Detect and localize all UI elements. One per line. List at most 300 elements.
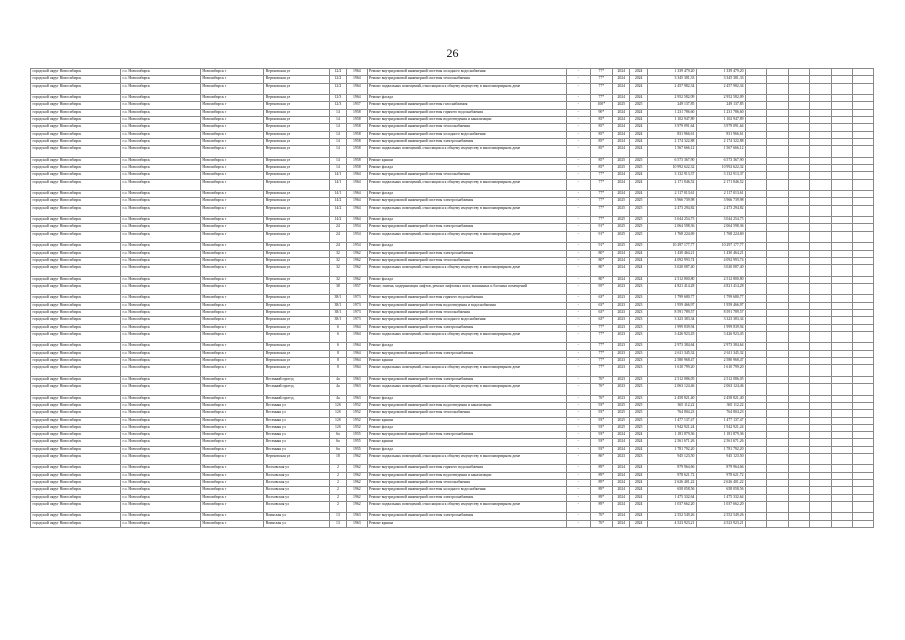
table-row: [31, 343, 874, 350]
table-cell: 2 512 800,80: [696, 276, 745, 283]
table-cell: Новосибирск г: [200, 501, 263, 513]
empty-cell: [767, 295, 788, 302]
table-cell: 86*: [590, 453, 613, 465]
table-cell: 3 345 381,33: [696, 76, 745, 83]
table-cell: 2024: [613, 276, 630, 283]
table-cell: 1 610 799,20: [647, 365, 696, 377]
empty-cell: [853, 343, 874, 350]
table-cell: 1958: [347, 109, 367, 116]
table-cell: г.о. Новосибирск: [121, 116, 201, 123]
empty-cell: [810, 331, 831, 343]
table-cell: 85*: [590, 131, 613, 138]
empty-cell: [788, 231, 809, 243]
table-cell: 2023: [613, 453, 630, 465]
table-cell: Новосибирск г: [200, 283, 263, 295]
table-cell: 2 458 821,40: [696, 395, 745, 402]
empty-cell: [810, 324, 831, 331]
table-cell: 2023: [630, 310, 647, 317]
table-row: [31, 172, 874, 179]
table-cell: Новосибирск г: [200, 417, 263, 424]
table-cell: 1 181 879,36: [647, 432, 696, 439]
table-cell: Вертковская ул: [264, 250, 329, 257]
table-cell: г.о. Новосибирск: [121, 376, 201, 383]
empty-cell: [853, 395, 874, 402]
table-cell: 3 966 739,98: [647, 198, 696, 205]
empty-cell: [831, 102, 852, 109]
table-cell: 1962: [347, 265, 367, 277]
empty-cell: [746, 494, 767, 501]
empty-cell: [831, 250, 852, 257]
table-cell: Вертковская ул: [264, 116, 329, 123]
empty-cell: [746, 95, 767, 102]
table-cell: городской округ Новосибирск: [31, 480, 121, 487]
empty-cell: [746, 231, 767, 243]
table-cell: 2024: [630, 95, 647, 102]
empty-cell: [788, 302, 809, 309]
table-cell: 63*: [590, 317, 613, 324]
table-cell: 1952: [347, 402, 367, 409]
table-cell: Ремонт внутридомовой инженерной системы электроснабжения: [367, 324, 566, 331]
table-row: [31, 310, 874, 317]
empty-cell: [767, 465, 788, 472]
empty-cell: [767, 172, 788, 179]
table-cell: Ремонт подвальных помещений, относящихся к общему имуществу в многоквартирном доме: [367, 231, 566, 243]
table-cell: 658 058,56: [696, 487, 745, 494]
empty-cell: [788, 395, 809, 402]
table-cell: Ремонт подвальных помещений, относящихся к общему имуществу в многоквартирном доме: [367, 179, 566, 191]
table-cell: 89*: [590, 487, 613, 494]
table-cell: 8: [329, 358, 346, 365]
table-cell: Новосибирск г: [200, 224, 263, 231]
empty-cell: [746, 172, 767, 179]
empty-cell: [853, 191, 874, 198]
table-cell: 80*: [590, 265, 613, 277]
table-cell: 1 768 224,69: [696, 231, 745, 243]
table-cell: Новосибирск г: [200, 157, 263, 164]
empty-cell: [831, 480, 852, 487]
empty-cell: [767, 424, 788, 431]
table-cell: Воинская ул: [264, 513, 329, 520]
empty-cell: [831, 138, 852, 145]
table-cell: 77*: [590, 350, 613, 357]
table-cell: 63*: [590, 302, 613, 309]
empty-cell: [788, 453, 809, 465]
table-cell: 1 231 786,60: [696, 109, 745, 116]
empty-cell: [746, 501, 767, 513]
empty-cell: [810, 116, 831, 123]
empty-cell: [767, 83, 788, 95]
table-cell: 1958: [347, 124, 367, 131]
table-cell: Ремонт внутридомовой инженерной системы водоотведения и водоснабжения: [367, 302, 566, 309]
table-cell: 14/2: [329, 205, 346, 217]
empty-cell: [853, 231, 874, 243]
table-cell: Ремонт внутридомовой инженерной системы теплоснабжения: [367, 76, 566, 83]
empty-cell: [853, 164, 874, 171]
table-cell: Вертковская ул: [264, 205, 329, 217]
table-cell: 1958: [347, 131, 367, 138]
empty-cell: [788, 276, 809, 283]
table-cell: 2024: [613, 179, 630, 191]
table-cell: 89*: [590, 465, 613, 472]
table-cell: Новосибирск г: [200, 76, 263, 83]
table-row: [31, 157, 874, 164]
empty-cell: [831, 424, 852, 431]
table-cell: 1 799 680,77: [696, 295, 745, 302]
empty-cell: [831, 116, 852, 123]
table-cell: 2023: [613, 384, 630, 396]
empty-cell: [788, 480, 809, 487]
table-cell: 3 979 091,64: [647, 124, 696, 131]
table-cell: городской округ Новосибирск: [31, 83, 121, 95]
table-cell: -: [567, 265, 591, 277]
table-cell: 2 063 124,46: [696, 384, 745, 396]
table-cell: Вертковская ул: [264, 231, 329, 243]
table-cell: Ремонт подвальных помещений, относящихся к общему имуществу в многоквартирном доме: [367, 365, 566, 377]
table-cell: 978 621,72: [647, 472, 696, 479]
table-cell: 2 174 322,88: [647, 138, 696, 145]
capital-repair-table: [30, 68, 874, 528]
table-cell: городской округ Новосибирск: [31, 116, 121, 123]
table-cell: Новосибирск г: [200, 365, 263, 377]
table-cell: Ремонт внутридомовой инженерной системы теплоснабжения: [367, 172, 566, 179]
empty-cell: [810, 179, 831, 191]
table-cell: 2023: [630, 350, 647, 357]
empty-cell: [767, 224, 788, 231]
table-cell: 2 064 598,36: [696, 224, 745, 231]
empty-cell: [853, 276, 874, 283]
empty-cell: [831, 513, 852, 520]
empty-cell: [831, 124, 852, 131]
empty-cell: [788, 520, 809, 527]
table-cell: 6: [329, 324, 346, 331]
table-cell: 91*: [590, 224, 613, 231]
empty-cell: [853, 250, 874, 257]
table-cell: г.о. Новосибирск: [121, 487, 201, 494]
table-cell: 2 552 549,26: [647, 513, 696, 520]
table-cell: Ремонт фасада: [367, 217, 566, 224]
empty-cell: [853, 198, 874, 205]
table-cell: городской округ Новосибирск: [31, 472, 121, 479]
table-cell: г.о. Новосибирск: [121, 417, 201, 424]
empty-cell: [810, 276, 831, 283]
empty-cell: [788, 217, 809, 224]
table-cell: 1 768 224,69: [647, 231, 696, 243]
table-cell: г.о. Новосибирск: [121, 295, 201, 302]
table-cell: 2 973 384,64: [647, 343, 696, 350]
table-cell: 77*: [590, 179, 613, 191]
table-cell: 18: [329, 453, 346, 465]
table-cell: 77*: [590, 343, 613, 350]
table-row: [31, 257, 874, 264]
table-cell: городской округ Новосибирск: [31, 376, 121, 383]
table-row: [31, 317, 874, 324]
empty-cell: [788, 179, 809, 191]
empty-cell: [746, 295, 767, 302]
table-cell: Весенняя ул: [264, 417, 329, 424]
empty-cell: [810, 343, 831, 350]
table-row: [31, 83, 874, 95]
table-cell: 14/2: [329, 217, 346, 224]
table-cell: -: [567, 376, 591, 383]
empty-cell: [831, 376, 852, 383]
empty-cell: [788, 138, 809, 145]
empty-cell: [853, 480, 874, 487]
table-cell: 2025: [630, 102, 647, 109]
empty-cell: [831, 295, 852, 302]
table-cell: 1962: [347, 276, 367, 283]
table-cell: Ремонт внутридомовой инженерной системы водоотведения и канализации: [367, 116, 566, 123]
table-cell: 2024: [613, 472, 630, 479]
table-row: [31, 109, 874, 116]
table-cell: г.о. Новосибирск: [121, 395, 201, 402]
table-cell: городской округ Новосибирск: [31, 102, 121, 109]
table-row: [31, 501, 874, 513]
table-cell: 1 102 947,89: [696, 116, 745, 123]
table-cell: 2023: [630, 324, 647, 331]
table-cell: -: [567, 331, 591, 343]
table-cell: городской округ Новосибирск: [31, 384, 121, 396]
empty-cell: [767, 365, 788, 377]
table-cell: городской округ Новосибирск: [31, 95, 121, 102]
table-cell: Весенняя ул: [264, 410, 329, 417]
table-cell: -: [567, 217, 591, 224]
table-row: [31, 179, 874, 191]
table-cell: г.о. Новосибирск: [121, 494, 201, 501]
table-cell: Ремонт фасада: [367, 446, 566, 453]
empty-cell: [767, 179, 788, 191]
table-cell: г.о. Новосибирск: [121, 432, 201, 439]
table-cell: г.о. Новосибирск: [121, 446, 201, 453]
table-cell: 2024: [613, 138, 630, 145]
table-cell: Вертковская ул: [264, 283, 329, 295]
table-cell: Ремонт фасада: [367, 95, 566, 102]
table-cell: 831 966,61: [696, 131, 745, 138]
empty-cell: [767, 283, 788, 295]
table-cell: 2024: [630, 472, 647, 479]
table-cell: 2023: [613, 295, 630, 302]
table-cell: 12/2: [329, 69, 346, 76]
table-cell: 6а: [329, 432, 346, 439]
table-cell: городской округ Новосибирск: [31, 257, 121, 264]
table-cell: 93*: [590, 424, 613, 431]
table-row: [31, 69, 874, 76]
table-cell: -: [567, 116, 591, 123]
empty-cell: [788, 417, 809, 424]
table-cell: -: [567, 146, 591, 158]
empty-cell: [831, 446, 852, 453]
table-cell: Ремонт внутридомовой инженерной системы теплоснабжения: [367, 124, 566, 131]
table-cell: 76*: [590, 520, 613, 527]
empty-cell: [746, 302, 767, 309]
table-cell: -: [567, 513, 591, 520]
table-cell: 2024: [630, 76, 647, 83]
table-cell: -: [567, 164, 591, 171]
empty-cell: [853, 350, 874, 357]
table-cell: городской округ Новосибирск: [31, 310, 121, 317]
empty-cell: [853, 410, 874, 417]
table-cell: 1957: [347, 283, 367, 295]
table-cell: Вертковская ул: [264, 138, 329, 145]
table-cell: 2 457 982,34: [647, 83, 696, 95]
empty-cell: [767, 310, 788, 317]
table-cell: Ремонт внутридомовой инженерной системы теплоснабжения: [367, 310, 566, 317]
table-cell: 2024: [613, 95, 630, 102]
empty-cell: [810, 69, 831, 76]
empty-cell: [831, 257, 852, 264]
table-cell: 12/3: [329, 102, 346, 109]
table-cell: 8 591 789,57: [696, 310, 745, 317]
empty-cell: [746, 331, 767, 343]
table-cell: -: [567, 520, 591, 527]
table-cell: Вертковская ул: [264, 243, 329, 250]
empty-cell: [853, 310, 874, 317]
table-cell: -: [567, 95, 591, 102]
empty-cell: [767, 501, 788, 513]
table-cell: 77*: [590, 324, 613, 331]
table-cell: 12б: [329, 410, 346, 417]
empty-cell: [746, 439, 767, 446]
table-cell: 1 181 879,36: [696, 432, 745, 439]
table-cell: городской округ Новосибирск: [31, 324, 121, 331]
table-cell: Ремонт внутридомовой инженерной системы горячего водоснабжения: [367, 295, 566, 302]
table-cell: Вертковская ул: [264, 224, 329, 231]
table-cell: 1952: [347, 424, 367, 431]
empty-cell: [810, 224, 831, 231]
table-cell: Ремонт фасада: [367, 395, 566, 402]
table-cell: 2025: [613, 164, 630, 171]
table-cell: г.о. Новосибирск: [121, 172, 201, 179]
empty-cell: [746, 358, 767, 365]
table-cell: 2025: [630, 417, 647, 424]
table-cell: Вертковская ул: [264, 95, 329, 102]
table-cell: 1952: [347, 410, 367, 417]
table-cell: -: [567, 283, 591, 295]
table-cell: 38/1: [329, 310, 346, 317]
table-cell: г.о. Новосибирск: [121, 265, 201, 277]
empty-cell: [853, 217, 874, 224]
empty-cell: [831, 276, 852, 283]
table-cell: 2 580 968,47: [696, 358, 745, 365]
table-cell: 1962: [347, 250, 367, 257]
table-cell: Новосибирск г: [200, 432, 263, 439]
empty-cell: [746, 520, 767, 527]
table-cell: 1963: [347, 395, 367, 402]
table-cell: Новосибирск г: [200, 472, 263, 479]
table-cell: 2024: [613, 265, 630, 277]
empty-cell: [810, 95, 831, 102]
table-cell: -: [567, 358, 591, 365]
table-cell: 77*: [590, 95, 613, 102]
table-cell: 89*: [590, 480, 613, 487]
empty-cell: [746, 198, 767, 205]
empty-cell: [810, 410, 831, 417]
table-cell: городской округ Новосибирск: [31, 295, 121, 302]
table-cell: -: [567, 317, 591, 324]
table-cell: 2024: [613, 257, 630, 264]
table-cell: 3 426 923,45: [696, 331, 745, 343]
table-row: [31, 480, 874, 487]
table-cell: 91*: [590, 231, 613, 243]
empty-cell: [853, 465, 874, 472]
table-cell: г.о. Новосибирск: [121, 69, 201, 76]
table-cell: 2024: [630, 480, 647, 487]
table-cell: 1 477 137,47: [647, 417, 696, 424]
table-row: [31, 417, 874, 424]
table-cell: 1 567 666,12: [696, 146, 745, 158]
table-cell: Вертковская ул: [264, 295, 329, 302]
empty-cell: [853, 302, 874, 309]
empty-cell: [767, 432, 788, 439]
table-cell: -: [567, 295, 591, 302]
table-cell: 2 458 821,40: [647, 395, 696, 402]
empty-cell: [853, 376, 874, 383]
empty-cell: [746, 384, 767, 396]
table-cell: 93*: [590, 446, 613, 453]
table-cell: г.о. Новосибирск: [121, 95, 201, 102]
empty-cell: [788, 205, 809, 217]
table-cell: 24: [329, 231, 346, 243]
table-cell: 93*: [590, 410, 613, 417]
empty-cell: [831, 317, 852, 324]
table-row: [31, 116, 874, 123]
empty-cell: [767, 331, 788, 343]
empty-cell: [831, 76, 852, 83]
empty-cell: [767, 520, 788, 527]
table-cell: городской округ Новосибирск: [31, 198, 121, 205]
empty-cell: [767, 124, 788, 131]
table-cell: 3 345 381,33: [647, 76, 696, 83]
empty-cell: [831, 365, 852, 377]
table-cell: 2 512 086,05: [647, 376, 696, 383]
table-cell: г.о. Новосибирск: [121, 138, 201, 145]
empty-cell: [788, 501, 809, 513]
empty-cell: [788, 439, 809, 446]
table-cell: 77*: [590, 172, 613, 179]
empty-cell: [810, 358, 831, 365]
empty-cell: [767, 109, 788, 116]
table-cell: 2024: [613, 480, 630, 487]
table-cell: 2025: [630, 224, 647, 231]
table-row: [31, 198, 874, 205]
table-cell: Новосибирск г: [200, 410, 263, 417]
empty-cell: [767, 350, 788, 357]
table-cell: г.о. Новосибирск: [121, 76, 201, 83]
table-row: [31, 76, 874, 83]
table-cell: 1964: [347, 324, 367, 331]
table-cell: 85*: [590, 157, 613, 164]
table-cell: 95*: [590, 283, 613, 295]
table-row: [31, 410, 874, 417]
table-cell: городской округ Новосибирск: [31, 205, 121, 217]
table-cell: Вертковская ул: [264, 83, 329, 95]
table-cell: городской округ Новосибирск: [31, 410, 121, 417]
table-cell: Ремонт внутридомовой инженерной системы электроснабжения: [367, 198, 566, 205]
empty-cell: [853, 358, 874, 365]
empty-cell: [746, 480, 767, 487]
table-cell: 2024: [630, 69, 647, 76]
table-cell: городской округ Новосибирск: [31, 494, 121, 501]
table-cell: 1964: [347, 95, 367, 102]
empty-cell: [810, 250, 831, 257]
table-cell: г.о. Новосибирск: [121, 276, 201, 283]
empty-cell: [746, 487, 767, 494]
table-cell: 2024: [630, 116, 647, 123]
empty-cell: [788, 76, 809, 83]
table-cell: -: [567, 417, 591, 424]
table-cell: г.о. Новосибирск: [121, 513, 201, 520]
table-row: [31, 358, 874, 365]
table-cell: -: [567, 198, 591, 205]
